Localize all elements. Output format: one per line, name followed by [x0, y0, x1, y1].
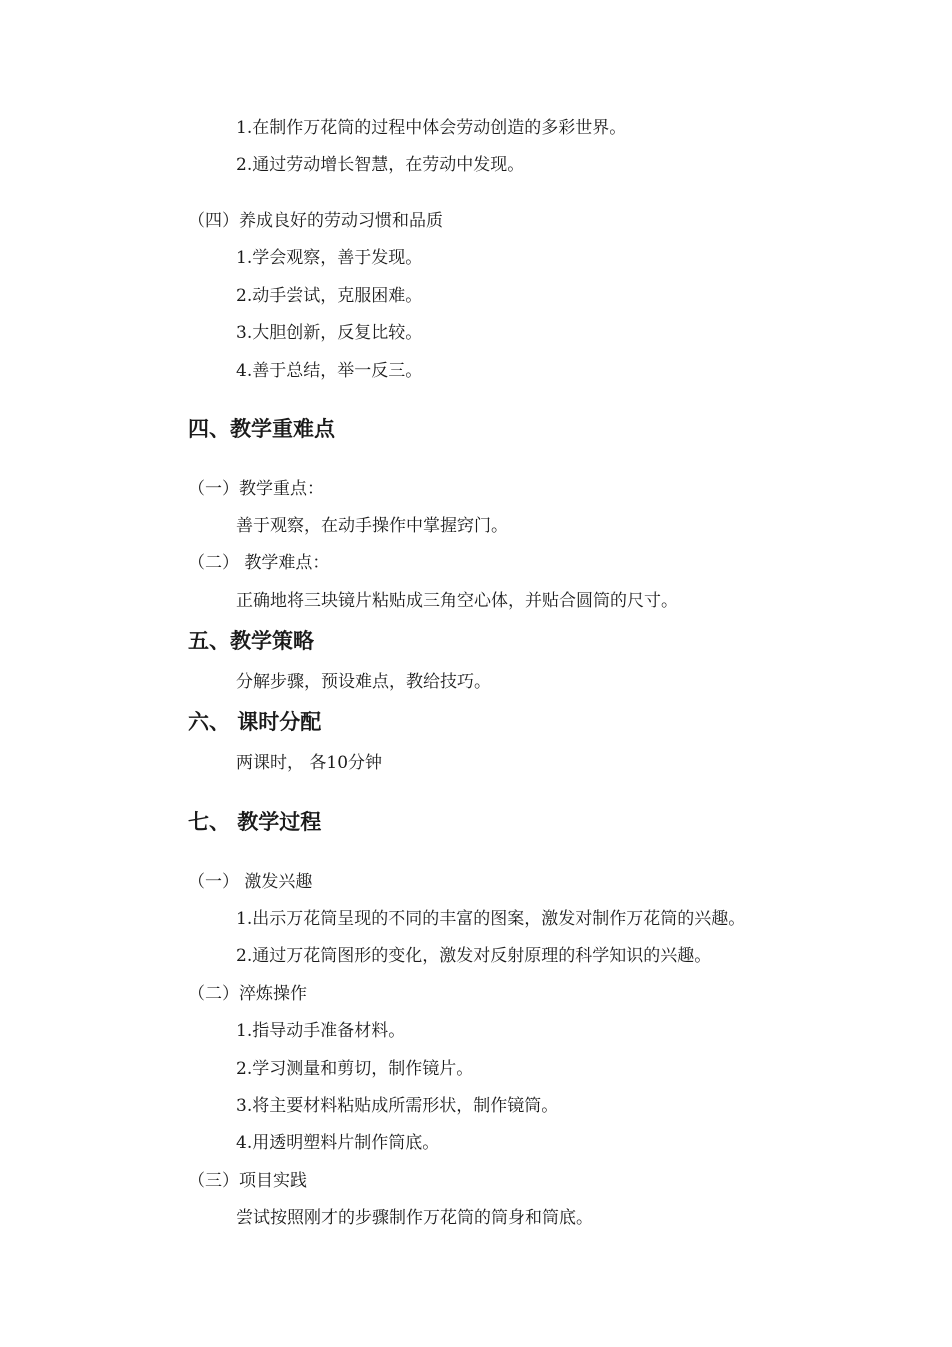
section-heading: 四、教学重难点: [188, 417, 335, 441]
subsection-title: （一） 激发兴趣: [188, 872, 313, 892]
list-item: 2.通过万花筒图形的变化，激发对反射原理的科学知识的兴趣。: [236, 946, 712, 966]
list-item: 3.将主要材料粘贴成所需形状，制作镜筒。: [236, 1096, 559, 1116]
list-item: 1.出示万花筒呈现的不同的丰富的图案，激发对制作万花筒的兴趣。: [236, 909, 746, 929]
list-item: 1.指导动手准备材料。: [236, 1021, 406, 1041]
list-item: 1.学会观察，善于发现。: [236, 248, 423, 268]
list-item: 2.通过劳动增长智慧，在劳动中发现。: [236, 155, 525, 175]
paragraph: 两课时， 各10分钟: [236, 753, 383, 773]
subsection-title: （四）养成良好的劳动习惯和品质: [188, 211, 443, 231]
paragraph: 正确地将三块镜片粘贴成三角空心体，并贴合圆筒的尺寸。: [236, 591, 678, 611]
paragraph: 尝试按照刚才的步骤制作万花筒的筒身和筒底。: [236, 1208, 593, 1228]
section-heading: 六、 课时分配: [188, 710, 322, 734]
subsection-title: （二）淬炼操作: [188, 984, 307, 1004]
subsection-title: （一）教学重点：: [188, 479, 324, 499]
list-item: 1.在制作万花筒的过程中体会劳动创造的多彩世界。: [236, 118, 627, 138]
subsection-title: （二） 教学难点：: [188, 553, 330, 573]
subsection-title: （三）项目实践: [188, 1171, 307, 1191]
list-item: 4.善于总结，举一反三。: [236, 361, 423, 381]
section-heading: 七、 教学过程: [188, 810, 322, 834]
list-item: 3.大胆创新，反复比较。: [236, 323, 423, 343]
list-item: 2.学习测量和剪切，制作镜片。: [236, 1059, 474, 1079]
paragraph: 分解步骤，预设难点，教给技巧。: [236, 672, 491, 692]
list-item: 2.动手尝试，克服困难。: [236, 286, 423, 306]
list-item: 4.用透明塑料片制作筒底。: [236, 1133, 440, 1153]
section-heading: 五、教学策略: [188, 629, 314, 653]
paragraph: 善于观察，在动手操作中掌握窍门。: [236, 516, 508, 536]
